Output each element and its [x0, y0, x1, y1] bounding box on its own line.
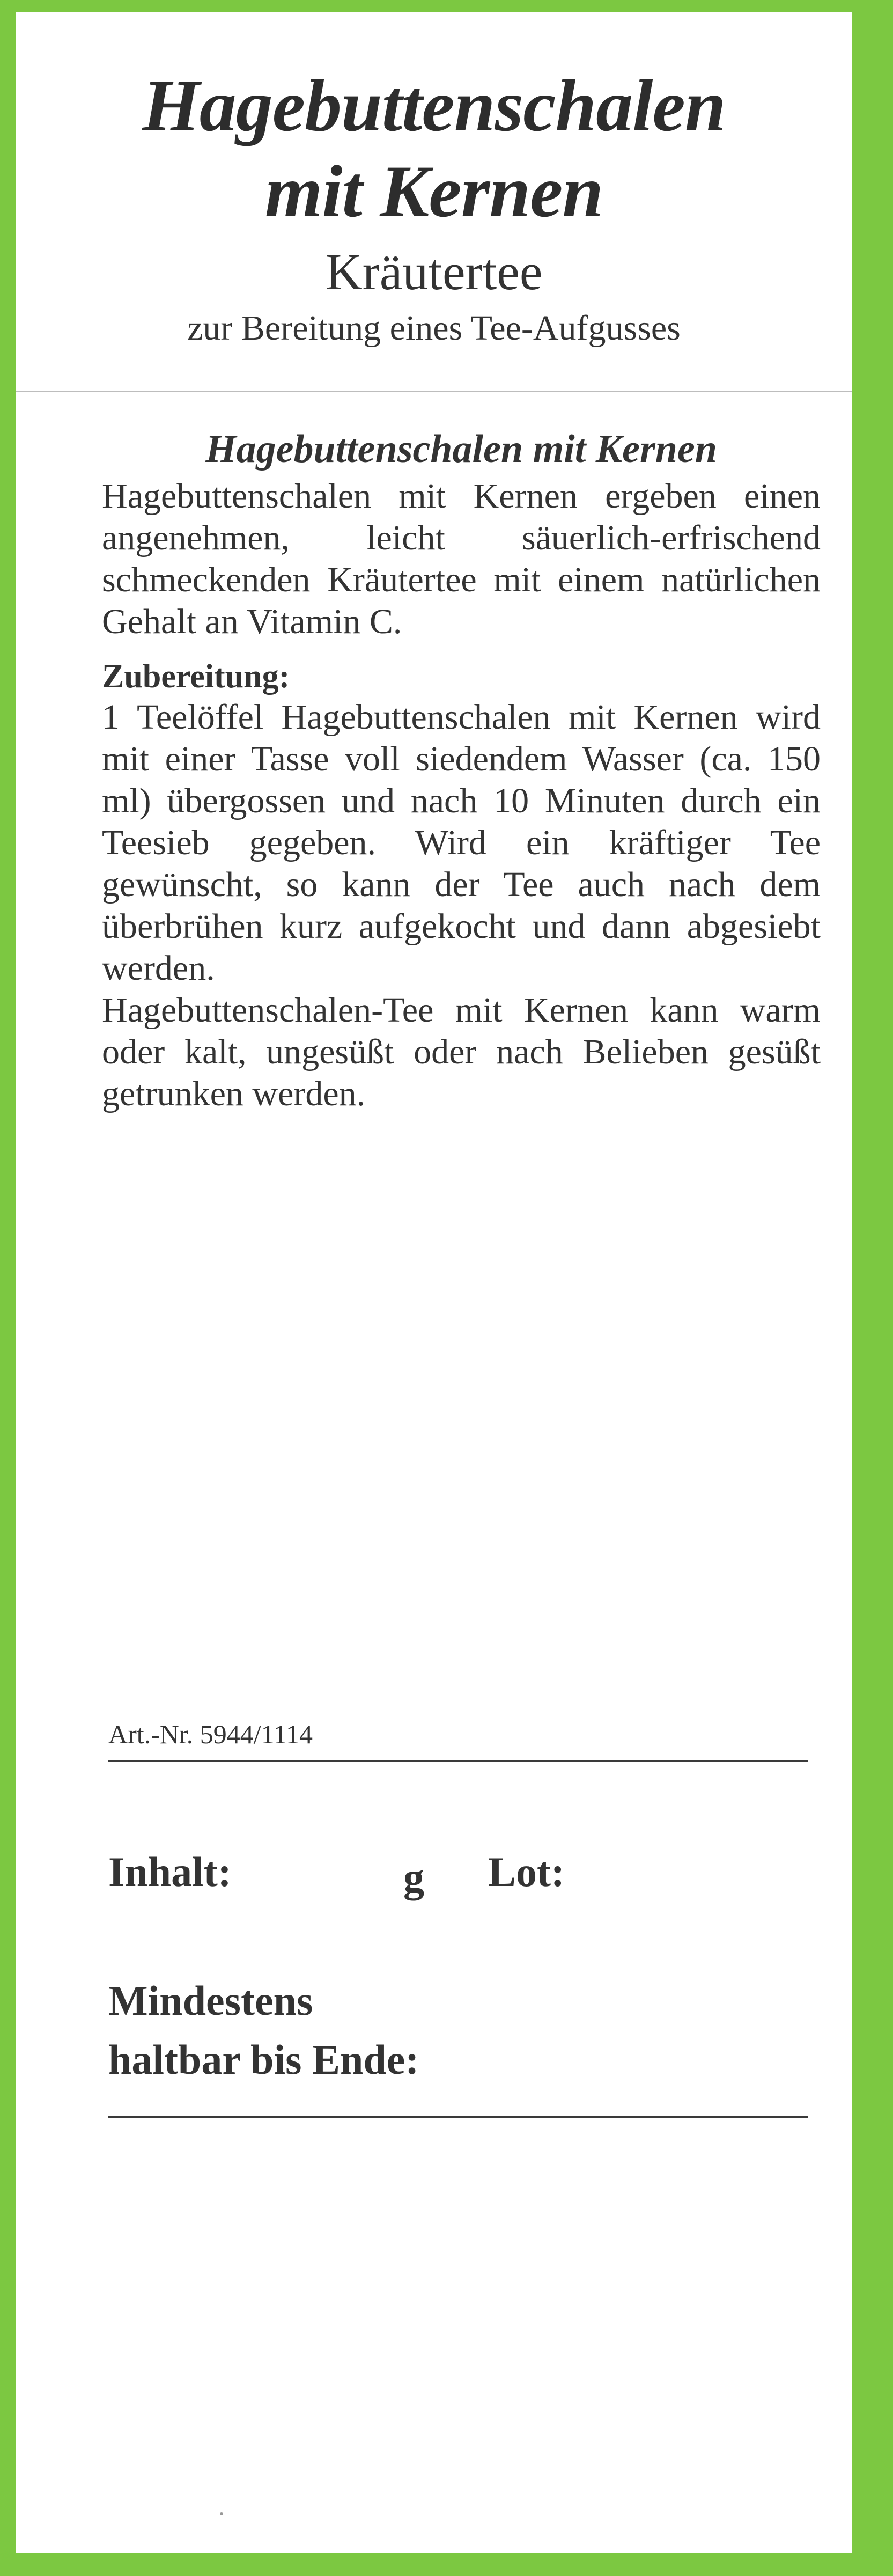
best-before-label-line2: haltbar bis Ende:: [108, 2036, 419, 2083]
lot-label: Lot:: [488, 1848, 565, 1895]
description-text: Hagebuttenschalen mit Kernen ergeben einen angenehmen, leicht säuerlich-erfrischend schmeckenden Kräutertee mit einem natürlichen Gehalt an Vitamin C.: [102, 476, 821, 641]
inhalt-label: Inhalt:: [108, 1848, 232, 1895]
weight-unit: g: [403, 1854, 424, 1900]
speck-mark: [220, 2512, 223, 2515]
preparation-text: 1 Teelöffel Hagebuttenschalen mit Kernen wird mit einer Tasse voll siedendem Wasser (ca. 150 ml) übergossen und nach 10 Minuten durch ein Teesieb gegeben. Wird ein kräftiger Tee gewünscht, so kann der Tee auch nach dem überbrühen kurz aufgekocht und dann abgesiebt werden.: [102, 698, 821, 988]
product-title-line1: Hagebuttenschalen: [142, 64, 726, 146]
preparation-serving-text: Hagebuttenschalen-Tee mit Kernen kann warm oder kalt, ungesüßt oder nach Belieben gesüßt getrunken werden.: [102, 990, 821, 1113]
best-before-rule: [108, 2116, 808, 2118]
best-before-label-line1: Mindestens: [108, 1977, 313, 2024]
description-heading: Hagebuttenschalen mit Kernen: [205, 427, 717, 471]
label-sheet: [16, 12, 852, 2553]
preparation-heading: Zubereitung:: [102, 658, 290, 695]
product-usage-note: zur Bereitung eines Tee-Aufgusses: [187, 309, 681, 348]
product-title-line2: mit Kernen: [264, 150, 603, 232]
article-number-rule: [108, 1760, 808, 1762]
header-divider: [16, 391, 852, 392]
article-number: Art.-Nr. 5944/1114: [108, 1719, 313, 1749]
label-header: [16, 12, 852, 393]
product-category: Kräutertee: [325, 243, 543, 300]
label-body: [102, 425, 821, 1115]
